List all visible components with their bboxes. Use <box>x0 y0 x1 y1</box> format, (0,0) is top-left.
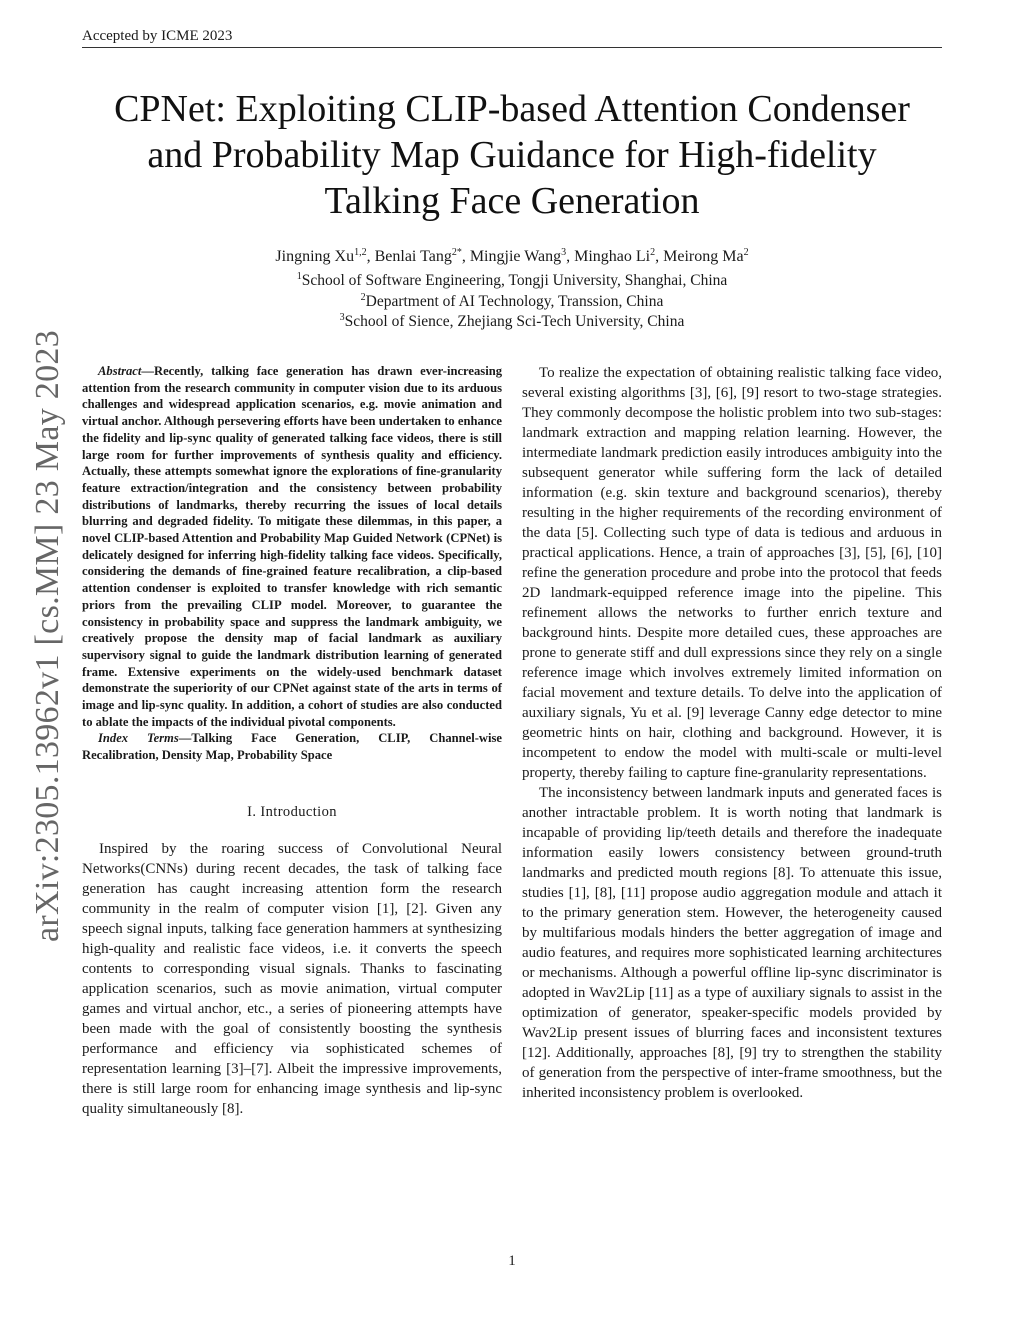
paper-title <box>60 86 964 224</box>
title-line: CPNet: Exploiting CLIP-based Attention Condenser <box>114 88 910 130</box>
left-column <box>82 363 502 1119</box>
author-list: Jingning Xu$^{1,2}$, Benlai Tang$^{2*}$, Mingjie Wang$^3$, Minghao Li$^2$, Meirong Ma$^2$ <box>275 247 749 265</box>
author-affiliation-mark: 2* <box>451 247 462 258</box>
affiliation-text: School of Sience, Zhejiang Sci-Tech University, China <box>344 313 685 330</box>
author-name: Mingjie Wang <box>469 248 562 265</box>
author-name: Meirong Ma <box>663 248 744 265</box>
title-line: Talking Face Generation <box>324 180 700 222</box>
arxiv-stamp: arXiv:2305.13962v1 [cs.MM] 23 May 2023 <box>29 329 66 942</box>
header-rule <box>82 47 942 48</box>
right-column <box>522 363 942 1103</box>
author-affiliation-mark: 1,2 <box>354 247 367 258</box>
title-line: and Probability Map Guidance for High-fidelity <box>147 134 877 176</box>
section-heading: I. Introduction <box>247 803 337 820</box>
index-terms-label: Index Terms <box>98 731 179 746</box>
affiliation <box>82 312 942 333</box>
intro-paragraph: Inspired by the roaring success of Convolutional Neural Networks(CNNs) during recent decades, the task of talking face generation has caught increasing attention form the research community in the realm of computer vision [1], [2]. Given any speech signal inputs, talking face generation hammers at synthesizing high-quality and realistic face videos, i.e. it converts the speech contents to corresponding visual signals. Thanks to fascinating application scenarios, such as movie animation, virtual computer games and virtual anchor, etc., a series of pioneering attempts have been made with the goal of consistently boosting the synthesis performance and efficiency via sophisticated schemes of representation learning [3]–[7]. Albeit the impressive improvements, there is still large room for enhancing image synthesis and lip-sync quality simultaneously [8]. <box>82 840 502 1117</box>
author-name: Minghao Li <box>574 248 651 265</box>
affiliation <box>82 271 942 292</box>
abstract-text: —Recently, talking face generation has drawn ever-increasing attention from the research community in computer vision due to its arduous challenges and widespread application scenarios, e.g. movie animation and virtual anchor. Although persevering efforts have been undertaken to enhance the fidelity and lip-sync quality of generated talking face videos, there is still large room for further improvements of synthesis quality and efficiency. Actually, these attempts somewhat ignore the explorations of fine-granularity feature extraction/integration and the consistency between probability distributions of landmarks, thereby recurring the issues of local details blurring and degraded fidelity. To mitigate these dilemmas, in this paper, a novel CLIP-based Attention and Probability Map Guided Network (CPNet) is delicately designed for inferring high-fidelity talking face videos. Specifically, considering the demands of fine-grained feature recalibration, a clip-based attention condenser is exploited to transfer knowledge with rich semantic priors from the prevailing CLIP model. Moreover, to guarantee the consistency in probability space and suppress the landmark ambiguity, we creatively propose the density map of facial landmark as auxiliary supervisory signal to guide the landmark distribution learning of generated frame. Extensive experiments on the widely-used benchmark dataset demonstrate the superiority of our CPNet against state of the arts in terms of image and lip-sync quality. In addition, a cohort of studies are also conducted to ablate the impacts of the individual pivotal components. <box>82 364 502 729</box>
affiliation-mark: 3 <box>339 312 345 323</box>
author-name: Benlai Tang <box>374 248 452 265</box>
index-terms-text: —Talking Face Generation, CLIP, Channel-wise Recalibration, Density Map, Probability Space <box>82 731 502 763</box>
page-number: 1 <box>508 1253 516 1269</box>
author-affiliation-mark: 2 <box>650 247 656 258</box>
intro-paragraph: The inconsistency between landmark inputs and generated faces is another intractable problem. It is worth noting that landmark is incapable of providing lip/teeth details and therefore the inadequate information easily lowers consistency between ground-truth landmarks and predicted mouth regions [8]. To attenuate this issue, studies [1], [8], [11] propose audio aggregation module and attach it to the primary generation stem. However, the heterogeneity caused by multifarious modals hinders the better aggregation of image and audio features, and requires more sophisticated learning architectures or mechanisms. Although a powerful offline lip-sync discriminator is adopted in Wav2Lip [11] as a type of auxiliary signals to assist in the optimization of generator, speaker-specific models provided by Wav2Lip present issues of blurring faces and inconsistent textures [12]. Additionally, approaches [8], [9] try to strengthen the stability of generation from the perspective of inter-frame smoothness, but the inherited inconsistency problem is overlooked. <box>522 785 942 1101</box>
author-affiliation-mark: 3 <box>561 247 567 258</box>
affiliation-text: School of Software Engineering, Tongji University, Shanghai, China <box>301 272 728 289</box>
conference-note: Accepted by ICME 2023 <box>82 28 233 44</box>
abstract <box>82 363 502 730</box>
affiliation <box>82 292 942 313</box>
intro-paragraph: To realize the expectation of obtaining realistic talking face video, several existing algorithms [3], [6], [9] resort to two-stage strategies. They commonly decompose the holistic problem into two sub-stages: landmark extraction and mapping relation learning. However, the intermediate landmark prediction easily introduces ambiguity into the subsequent generator while suffering form the lack of detailed information (e.g. skin texture and background scenarios), thereby resulting in the higher requirements of the recording environment of the data [5]. Collecting such type of data is tedious and arduous in practical applications. Hence, a train of approaches [3], [5], [6], [10] refine the generation procedure and probe into the protocol that feeds 2D landmark-equipped reference image into the pipeline. This refinement allows the networks to further enrich texture and background hints. Despite more detailed cues, these approaches are prone to generate stiff and dull expressions since they rely on a single reference image which involves extremely limited information on facial movement and texture details. To delve into the application of auxiliary signals, Yu et al. [9] leverage Canny edge detector to mine geometric hints on hair, clothing and background. However, it is incompetent to endow the model with multi-scale or multi-level property, thereby failing to capture fine-granularity representations. <box>522 365 942 781</box>
affiliation-mark: 1 <box>296 271 302 282</box>
author-affiliation-mark: 2 <box>743 247 749 258</box>
affiliation-list <box>82 271 942 333</box>
affiliation-text: Department of AI Technology, Transsion, China <box>365 292 664 310</box>
affiliation-mark: 2 <box>360 291 366 303</box>
index-terms <box>82 730 502 763</box>
author-name: Jingning Xu <box>275 248 355 265</box>
abstract-label: Abstract <box>98 364 142 378</box>
